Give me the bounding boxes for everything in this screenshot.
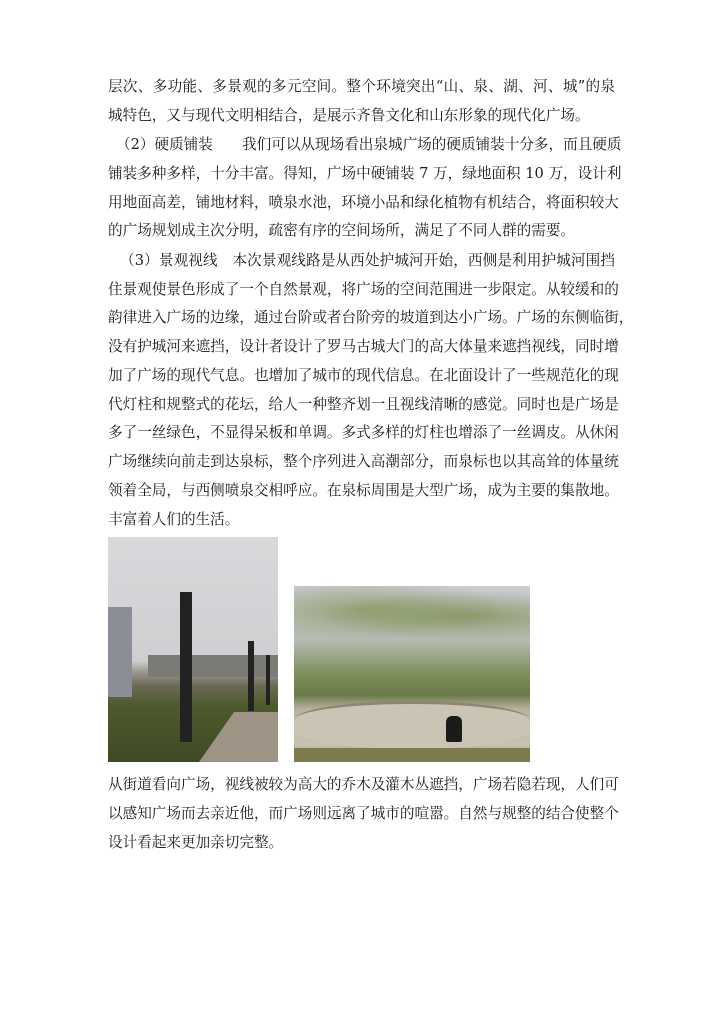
text-line: 韵律进入广场的边缘，通过台阶或者台阶旁的坡道到达小广场。广场的东侧临街，: [108, 309, 634, 326]
photo-plaza-trees: [294, 586, 530, 762]
text-line: （3）景观视线 本次景观线路是从西处护城河开始，西侧是利用护城河围挡: [120, 252, 615, 269]
text-line: 铺装多种多样，十分丰富。得知，广场中硬铺装 7 万，绿地面积 10 万，设计利: [108, 165, 622, 182]
text-line: 广场继续向前走到达泉标，整个序列进入高潮部分，而泉标也以其高耸的体量统: [108, 453, 619, 470]
text-line: 的广场规划成主次分明，疏密有序的空间场所，满足了不同人群的需要。: [108, 222, 576, 239]
text-line: 加了广场的现代气息。也增加了城市的现代信息。在北面设计了一些规范化的现: [108, 367, 619, 384]
text-line: 城特色，又与现代文明相结合，是展示齐鲁文化和山东形象的现代化广场。: [108, 107, 590, 124]
building: [148, 655, 278, 677]
text-line: 领着全局，与西侧喷泉交相呼应。在泉标周围是大型广场，成为主要的集散地。: [108, 482, 619, 499]
lamp-post: [248, 641, 254, 711]
text-line: 以感知广场而去亲近他，而广场则远离了城市的喧嚣。自然与规整的结合使整个: [108, 805, 619, 822]
tree-canopy: [294, 586, 530, 646]
text-line: 住景观使景色形成了一个自然景观，将广场的空间范围进一步限定。从较缓和的: [108, 281, 619, 298]
person-silhouette: [446, 716, 462, 742]
building: [108, 607, 132, 697]
text-line: 没有护城河来遮挡，设计者设计了罗马古城大门的高大体量来遮挡视线，同时增: [108, 338, 619, 355]
lamp-post: [266, 655, 270, 705]
text-line: （2）硬质铺装 我们可以从现场看出泉城广场的硬质铺装十分多，而且硬质: [116, 136, 622, 153]
text-line: 设计看起来更加亲切完整。: [108, 834, 284, 851]
text-line: 代灯柱和规整式的花坛，给人一种整齐划一且视线清晰的感觉。同时也是广场是: [108, 396, 619, 413]
text-line: 多了一丝绿色，不显得呆板和单调。多式多样的灯柱也增添了一丝调皮。从休闲: [108, 424, 619, 441]
text-line: 层次、多功能、多景观的多元空间。整个环境突出“山、泉、湖、河、城”的泉: [108, 78, 615, 95]
photo-lamp-posts: [108, 537, 278, 762]
lawn-edge: [294, 748, 530, 762]
walkway: [192, 712, 278, 762]
text-line: 用地面高差，铺地材料，喷泉水池，环境小品和绿化植物有机结合，将面积较大: [108, 194, 619, 211]
text-line: 从街道看向广场，视线被较为高大的乔木及灌木丛遮挡，广场若隐若现，人们可: [108, 776, 619, 793]
plaza-ring: [294, 701, 530, 749]
lamp-post: [180, 592, 192, 742]
text-line: 丰富着人们的生活。: [108, 511, 240, 528]
